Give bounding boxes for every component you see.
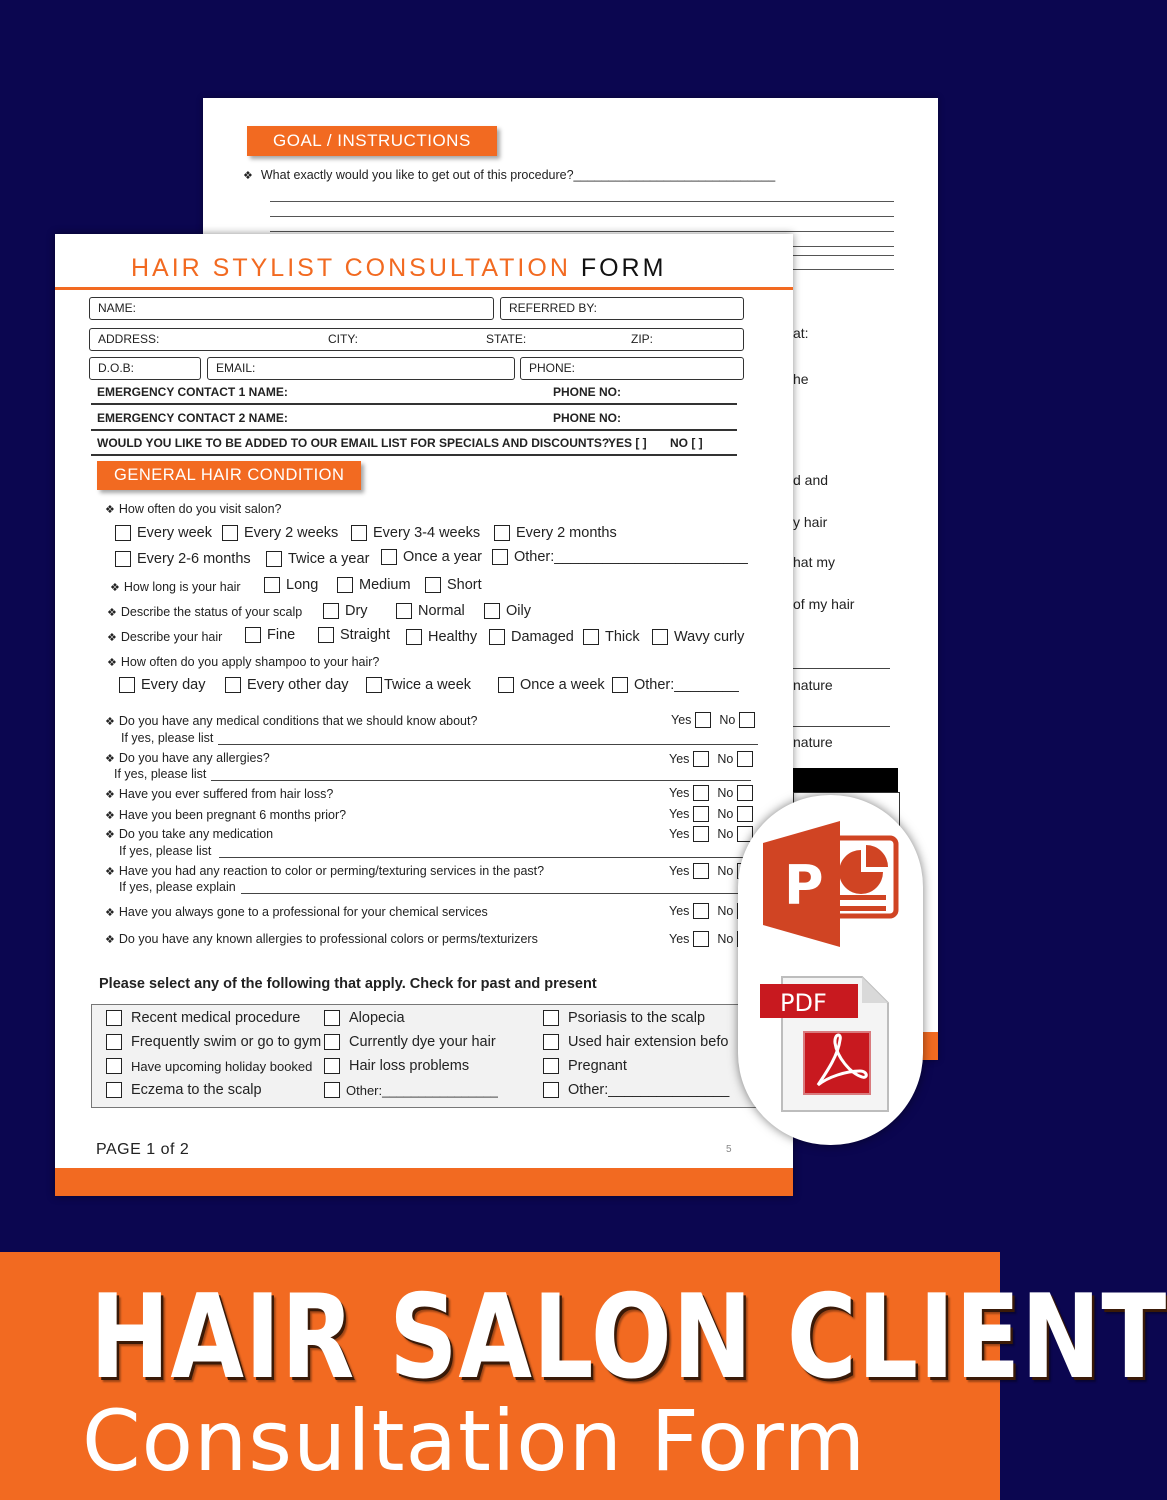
hair-option-straight[interactable] (318, 627, 390, 643)
yes-checkbox[interactable] (693, 903, 709, 919)
option-label: Every 2-6 months (137, 551, 251, 567)
yes-label: Yes (669, 904, 690, 918)
form-title-main: HAIR STYLIST CONSULTATION (131, 254, 571, 282)
back-text-fragment: nature (793, 734, 833, 750)
apply-item[interactable] (543, 1058, 627, 1074)
pregnant-question (105, 808, 346, 822)
signature-line (793, 668, 890, 669)
page-footer-bar (55, 1168, 793, 1196)
no-label: No (719, 713, 736, 727)
back-text-fragment: of my hair (793, 596, 855, 612)
option-label: Every 3-4 weeks (373, 525, 481, 541)
checkbox[interactable] (318, 627, 334, 643)
file-format-badge (738, 795, 923, 1145)
option-label: Every 2 weeks (244, 525, 339, 541)
reaction-sub: If yes, please explain (119, 880, 236, 894)
no-label: No (717, 786, 734, 800)
visit-option-every-2-months[interactable] (494, 525, 617, 541)
scalp-option-oily[interactable] (484, 603, 531, 619)
apply-item-label: Have upcoming holiday booked (131, 1058, 313, 1074)
yes-checkbox[interactable] (693, 826, 709, 842)
checkbox[interactable] (106, 1034, 122, 1050)
referred-by-label: REFERRED BY: (509, 301, 598, 315)
apply-item[interactable] (324, 1082, 498, 1098)
scalp-question (107, 605, 302, 619)
page-small-number: 5 (726, 1144, 732, 1155)
checkbox[interactable] (351, 525, 367, 541)
email-list-no-option[interactable]: NO [ ] (670, 436, 703, 450)
state-label: STATE: (486, 332, 527, 346)
hair-question-text: Describe your hair (120, 630, 223, 644)
yes-label: Yes (669, 827, 690, 841)
email-list-question: WOULD YOU LIKE TO BE ADDED TO OUR EMAIL LIST FOR SPECIALS AND DISCOUNTS? (97, 436, 610, 450)
option-label: Oily (506, 603, 531, 619)
option-label: Every day (141, 677, 206, 693)
checkbox[interactable] (543, 1010, 559, 1026)
scalp-question-text: Describe the status of your scalp (120, 605, 303, 619)
apply-item-label: Other:_______________ (568, 1082, 730, 1098)
back-text-fragment: hat my (793, 554, 836, 570)
length-option-short[interactable] (425, 577, 482, 593)
apply-item[interactable] (324, 1010, 405, 1026)
referred-by-field[interactable] (500, 297, 744, 320)
emergency-contact-1-label: EMERGENCY CONTACT 1 NAME: (97, 385, 288, 399)
bullet-icon: ❖ (107, 657, 117, 669)
apply-item-label: Other:________________ (346, 1082, 498, 1098)
option-label: Normal (418, 603, 465, 619)
checkbox[interactable] (543, 1034, 559, 1050)
bullet-icon: ❖ (105, 716, 115, 728)
checkbox[interactable] (106, 1010, 122, 1026)
hair-option-damaged[interactable] (489, 629, 574, 645)
address-label: ADDRESS: (98, 332, 160, 346)
apply-item-label: Psoriasis to the scalp (568, 1010, 706, 1026)
checkbox[interactable] (612, 677, 628, 693)
answer-line (270, 201, 894, 202)
visit-option-other[interactable] (492, 549, 748, 565)
bullet-icon: ❖ (105, 504, 115, 516)
bullet-icon: ❖ (105, 866, 115, 878)
checkbox[interactable] (381, 549, 397, 565)
length-question (110, 580, 241, 594)
medication-sub: If yes, please list (119, 844, 212, 858)
medical-yes-no (671, 712, 759, 728)
checkbox[interactable] (323, 603, 339, 619)
email-field[interactable] (207, 357, 515, 380)
yes-checkbox[interactable] (693, 751, 709, 767)
name-label: NAME: (98, 301, 137, 315)
bullet-icon: ❖ (107, 632, 117, 644)
apply-item[interactable] (106, 1082, 262, 1098)
visit-option-every-2-weeks[interactable] (222, 525, 338, 541)
visit-option-once-a-year[interactable] (381, 549, 482, 565)
color-allergies-question (105, 932, 538, 946)
answer-line (270, 231, 894, 232)
option-label: Fine (267, 627, 296, 643)
apply-item-label: Frequently swim or go to gym (131, 1034, 322, 1050)
no-label: No (717, 752, 734, 766)
medical-question-text: Do you have any medical conditions that we should know about? (118, 714, 478, 728)
option-label: Dry (345, 603, 368, 619)
hair-option-thick[interactable] (583, 629, 640, 645)
yes-checkbox[interactable] (695, 712, 711, 728)
checkbox[interactable] (264, 577, 280, 593)
bullet-icon: ❖ (105, 753, 115, 765)
goal-question-text: What exactly would you like to get out of this procedure?_____________________________ (260, 168, 776, 182)
checkbox[interactable] (225, 677, 241, 693)
option-label: Wavy curly (674, 629, 745, 645)
medication-question (105, 827, 273, 841)
option-label: Damaged (511, 629, 574, 645)
option-label: Twice a week (384, 677, 472, 693)
phone-field[interactable] (520, 357, 744, 380)
checkbox[interactable] (106, 1058, 122, 1074)
option-label: Once a year (403, 549, 482, 565)
checkbox[interactable] (406, 629, 422, 645)
apply-item[interactable] (106, 1058, 312, 1074)
option-label: Every 2 months (516, 525, 617, 541)
checkbox[interactable] (583, 629, 599, 645)
checkbox[interactable] (324, 1082, 340, 1098)
signature-line (793, 726, 890, 727)
row-rule (91, 403, 737, 405)
scalp-option-dry[interactable] (323, 603, 368, 619)
shampoo-option-twice-a-week[interactable] (366, 677, 471, 693)
back-text-fragment: d and (793, 472, 829, 488)
no-label: No (717, 932, 734, 946)
table-header-bar (793, 768, 898, 792)
hair-loss-question (105, 787, 333, 801)
medical-question (105, 714, 477, 728)
emergency-contact-2-label: EMERGENCY CONTACT 2 NAME: (97, 411, 288, 425)
svg-text:P: P (784, 854, 824, 917)
yes-label: Yes (671, 713, 692, 727)
allergies-yes-no (669, 751, 757, 767)
form-title (131, 254, 666, 283)
row-rule (91, 429, 737, 431)
length-question-text: How long is your hair (123, 580, 241, 594)
allergies-question-text: Do you have any allergies? (118, 751, 270, 765)
reaction-question (105, 864, 544, 878)
length-option-long[interactable] (264, 577, 318, 593)
answer-line[interactable] (241, 893, 749, 894)
yes-label: Yes (669, 932, 690, 946)
bullet-icon: ❖ (105, 907, 115, 919)
bullet-icon: ❖ (105, 934, 115, 946)
bullet-icon: ❖ (107, 607, 117, 619)
checkbox[interactable] (396, 603, 412, 619)
bullet-icon: ❖ (105, 789, 115, 801)
yes-label: Yes (669, 752, 690, 766)
option-label: Every other day (247, 677, 349, 693)
bottom-banner (0, 1252, 1167, 1500)
emergency-phone-1-label: PHONE NO: (553, 385, 622, 399)
shampoo-option-other[interactable] (612, 677, 739, 693)
checkbox[interactable] (266, 551, 282, 567)
yes-checkbox[interactable] (693, 806, 709, 822)
answer-line[interactable] (218, 744, 758, 745)
option-label: Once a week (520, 677, 605, 693)
no-label: No (717, 827, 734, 841)
goal-instructions-tab: GOAL / INSTRUCTIONS (247, 126, 497, 156)
apply-item[interactable] (106, 1010, 300, 1026)
zip-label: ZIP: (631, 332, 654, 346)
shampoo-option-every-other-day[interactable] (225, 677, 349, 693)
medication-question-text: Do you take any medication (118, 827, 274, 841)
checkbox[interactable] (324, 1010, 340, 1026)
visit-option-every-week[interactable] (115, 525, 212, 541)
checkbox[interactable] (337, 577, 353, 593)
svg-text:PDF: PDF (780, 989, 827, 1017)
apply-item-label: Alopecia (349, 1010, 405, 1026)
checkbox[interactable] (115, 525, 131, 541)
apply-item[interactable] (543, 1034, 728, 1050)
no-checkbox[interactable] (739, 712, 755, 728)
checkbox[interactable] (543, 1058, 559, 1074)
yes-label: Yes (669, 807, 690, 821)
checkbox[interactable] (492, 549, 508, 565)
professional-question-text: Have you always gone to a professional for your chemical services (118, 905, 488, 919)
option-label: Healthy (428, 629, 478, 645)
option-label: Other:________ (634, 677, 739, 693)
hair-option-wavy-curly[interactable] (652, 629, 744, 645)
shampoo-option-every-day[interactable] (119, 677, 205, 693)
apply-item-label: Currently dye your hair (349, 1034, 496, 1050)
visit-option-twice-a-year[interactable] (266, 551, 369, 567)
shampoo-question (107, 655, 379, 669)
checkbox[interactable] (489, 629, 505, 645)
no-checkbox[interactable] (737, 751, 753, 767)
bullet-icon: ❖ (110, 582, 120, 594)
apply-item-label: Recent medical procedure (131, 1010, 301, 1026)
allergies-sub: If yes, please list (114, 767, 207, 781)
checkbox[interactable] (494, 525, 510, 541)
answer-line[interactable] (219, 857, 749, 858)
answer-line (270, 216, 894, 217)
apply-box (91, 1004, 791, 1108)
file-icons (738, 795, 923, 1145)
city-label: CITY: (328, 332, 359, 346)
checkbox[interactable] (425, 577, 441, 593)
banner-subtitle: Consultation Form (82, 1392, 867, 1490)
general-hair-condition-tab: GENERAL HAIR CONDITION (97, 461, 361, 490)
visit-option-every-2-6-months[interactable] (115, 551, 251, 567)
option-label: Long (286, 577, 319, 593)
shampoo-question-text: How often do you apply shampoo to your hair? (120, 655, 380, 669)
visit-question-text: How often do you visit salon? (118, 502, 282, 516)
checkbox[interactable] (324, 1034, 340, 1050)
visit-option-every-3-4-weeks[interactable] (351, 525, 480, 541)
length-option-medium[interactable] (337, 577, 411, 593)
reaction-question-text: Have you had any reaction to color or perming/texturing services in the past? (118, 864, 545, 878)
checkbox[interactable] (106, 1082, 122, 1098)
checkbox[interactable] (119, 677, 135, 693)
option-label: Short (447, 577, 482, 593)
hair-option-fine[interactable] (245, 627, 295, 643)
hair-loss-question-text: Have you ever suffered from hair loss? (118, 787, 334, 801)
apply-item-label: Pregnant (568, 1058, 627, 1074)
option-label: Twice a year (288, 551, 370, 567)
banner-title: HAIR SALON CLIENT (90, 1270, 1167, 1405)
name-field[interactable] (89, 297, 494, 320)
option-label: Thick (605, 629, 640, 645)
yes-label: Yes (669, 864, 690, 878)
color-allergies-question-text: Do you have any known allergies to professional colors or perms/texturizers (118, 932, 538, 946)
back-text-fragment: nature (793, 677, 833, 693)
professional-question (105, 905, 488, 919)
apply-item[interactable] (324, 1058, 469, 1074)
yes-checkbox[interactable] (693, 863, 709, 879)
checkbox[interactable] (366, 677, 382, 693)
apply-heading: Please select any of the following that apply. Check for past and present (99, 976, 597, 992)
option-label: Straight (340, 627, 390, 643)
answer-line[interactable] (211, 780, 751, 781)
back-text-fragment: at: (793, 325, 809, 341)
back-text-fragment: y hair (793, 514, 828, 530)
email-label: EMAIL: (216, 361, 256, 375)
apply-item-label: Hair loss problems (349, 1058, 470, 1074)
yes-checkbox[interactable] (693, 931, 709, 947)
apply-item-label: Eczema to the scalp (131, 1082, 262, 1098)
scalp-option-normal[interactable] (396, 603, 465, 619)
checkbox[interactable] (484, 603, 500, 619)
address-field[interactable] (89, 328, 744, 351)
apply-item[interactable] (543, 1010, 705, 1026)
checkbox[interactable] (324, 1058, 340, 1074)
row-rule (91, 454, 737, 456)
powerpoint-icon (763, 821, 896, 947)
yes-checkbox[interactable] (693, 785, 709, 801)
apply-item[interactable] (324, 1034, 496, 1050)
no-label: No (717, 864, 734, 878)
front-page (55, 234, 793, 1196)
checkbox[interactable] (543, 1082, 559, 1098)
no-label: No (717, 807, 734, 821)
hair-question (107, 630, 222, 644)
pregnant-question-text: Have you been pregnant 6 months prior? (118, 808, 347, 822)
option-label: Every week (137, 525, 212, 541)
apply-item-label: Used hair extension befo (568, 1034, 729, 1050)
shampoo-option-once-a-week[interactable] (498, 677, 605, 693)
bullet-icon: ❖ (105, 829, 115, 841)
hair-option-healthy[interactable] (406, 629, 477, 645)
phone-label: PHONE: (529, 361, 576, 375)
title-rule (55, 287, 793, 290)
visit-question (105, 502, 281, 516)
form-title-form: FORM (580, 254, 667, 282)
goal-question (243, 168, 775, 182)
yes-label: Yes (669, 786, 690, 800)
checkbox[interactable] (498, 677, 514, 693)
checkbox[interactable] (652, 629, 668, 645)
bullet-icon: ❖ (243, 170, 253, 182)
dob-label: D.O.B: (98, 361, 135, 375)
checkbox[interactable] (115, 551, 131, 567)
email-list-yes-option[interactable]: YES [ ] (608, 436, 647, 450)
emergency-phone-2-label: PHONE NO: (553, 411, 622, 425)
option-label: Medium (359, 577, 411, 593)
checkbox[interactable] (245, 627, 261, 643)
apply-item[interactable] (543, 1082, 729, 1098)
medical-sub: If yes, please list (121, 731, 214, 745)
back-text-fragment: he (793, 371, 809, 387)
allergies-question (105, 751, 270, 765)
pdf-icon (760, 977, 888, 1111)
checkbox[interactable] (222, 525, 238, 541)
apply-item[interactable] (106, 1034, 321, 1050)
no-label: No (717, 904, 734, 918)
bullet-icon: ❖ (105, 810, 115, 822)
page-number: PAGE 1 of 2 (96, 1141, 190, 1158)
option-label: Other:________________________ (514, 549, 748, 565)
dob-field[interactable] (89, 357, 201, 380)
